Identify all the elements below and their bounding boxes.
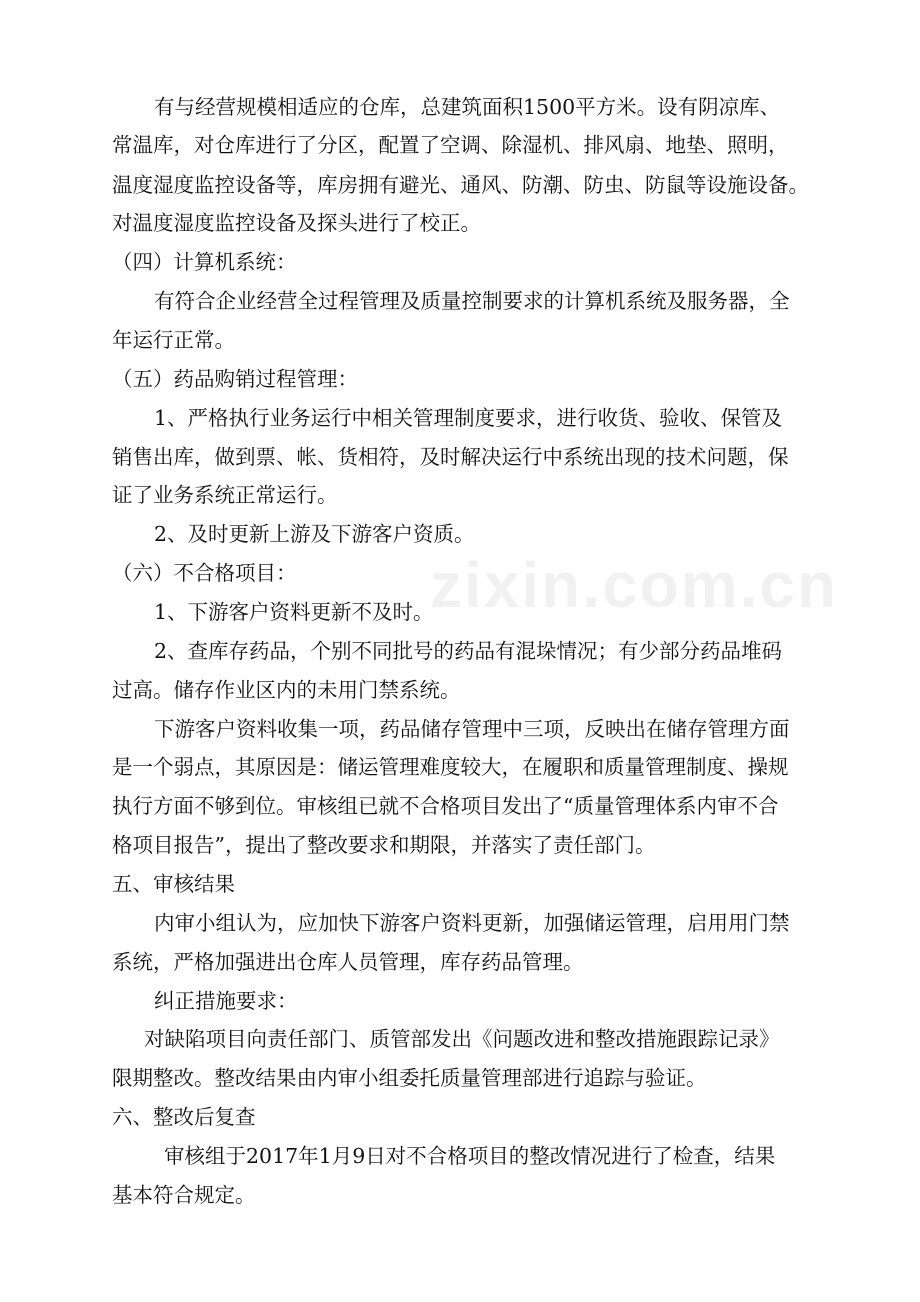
section-heading: （五）药品购销过程管理： xyxy=(112,367,358,391)
paragraph-line: 对温度湿度监控设备及探头进行了校正。 xyxy=(112,211,481,235)
paragraph-line: 1、下游客户资料更新不及时。 xyxy=(154,600,434,624)
paragraph-line: 基本符合规定。 xyxy=(112,1183,256,1207)
paragraph-line: 2、查库存药品，个别不同批号的药品有混垛情况；有少部分药品堆码 xyxy=(154,639,783,663)
paragraph-line: 执行方面不够到位。审核组已就不合格项目发出了“质量管理体系内审不合 xyxy=(112,794,779,818)
section-heading: 六、整改后复查 xyxy=(112,1105,256,1129)
paragraph-line: 限期整改。整改结果由内审小组委托质量管理部进行追踪与验证。 xyxy=(112,1066,707,1090)
section-heading: （四）计算机系统： xyxy=(112,250,297,274)
paragraph-line: 温度湿度监控设备等，库房拥有避光、通风、防潮、防虫、防鼠等设施设备。 xyxy=(112,173,809,197)
paragraph-line: 证了业务系统正常运行。 xyxy=(112,483,338,507)
paragraph-line: 纠正措施要求： xyxy=(154,989,298,1013)
paragraph-line: 2、及时更新上游及下游客户资质。 xyxy=(154,522,475,546)
section-heading: 五、审核结果 xyxy=(112,872,235,896)
paragraph-line: 销售出库，做到票、帐、货相符，及时解决运行中系统出现的技术问题，保 xyxy=(112,445,789,469)
paragraph-line: 常温库，对仓库进行了分区，配置了空调、除湿机、排风扇、地垫、照明， xyxy=(112,133,789,157)
section-heading: （六）不合格项目： xyxy=(112,561,297,585)
paragraph-line: 有与经营规模相适应的仓库，总建筑面积1500平方米。设有阴凉库、 xyxy=(154,95,781,119)
paragraph-line: 系统，严格加强进出仓库人员管理，库存药品管理。 xyxy=(112,950,584,974)
paragraph-line: 1、严格执行业务运行中相关管理制度要求，进行收货、验收、保管及 xyxy=(154,406,783,430)
paragraph-line: 审核组于2017年1月9日对不合格项目的整改情况进行了检查，结果 xyxy=(164,1144,776,1168)
paragraph-line: 格项目报告”，提出了整改要求和期限，并落实了责任部门。 xyxy=(112,833,656,857)
paragraph-line: 年运行正常。 xyxy=(112,328,235,352)
paragraph-line: 内审小组认为，应加快下游客户资料更新，加强储运管理，启用用门禁 xyxy=(154,911,790,935)
watermark-text: zixin.com.cn xyxy=(430,549,839,621)
paragraph-line: 过高。储存作业区内的未用门禁系统。 xyxy=(112,678,461,702)
paragraph-line: 对缺陷项目向责任部门、质管部发出《问题改进和整改措施跟踪记录》 xyxy=(144,1027,780,1051)
paragraph-line: 有符合企业经营全过程管理及质量控制要求的计算机系统及服务器，全 xyxy=(154,289,790,313)
paragraph-line: 下游客户资料收集一项，药品储存管理中三项，反映出在储存管理方面 xyxy=(154,717,790,741)
paragraph-line: 是一个弱点，其原因是：储运管理难度较大，在履职和质量管理制度、操规 xyxy=(112,755,789,779)
